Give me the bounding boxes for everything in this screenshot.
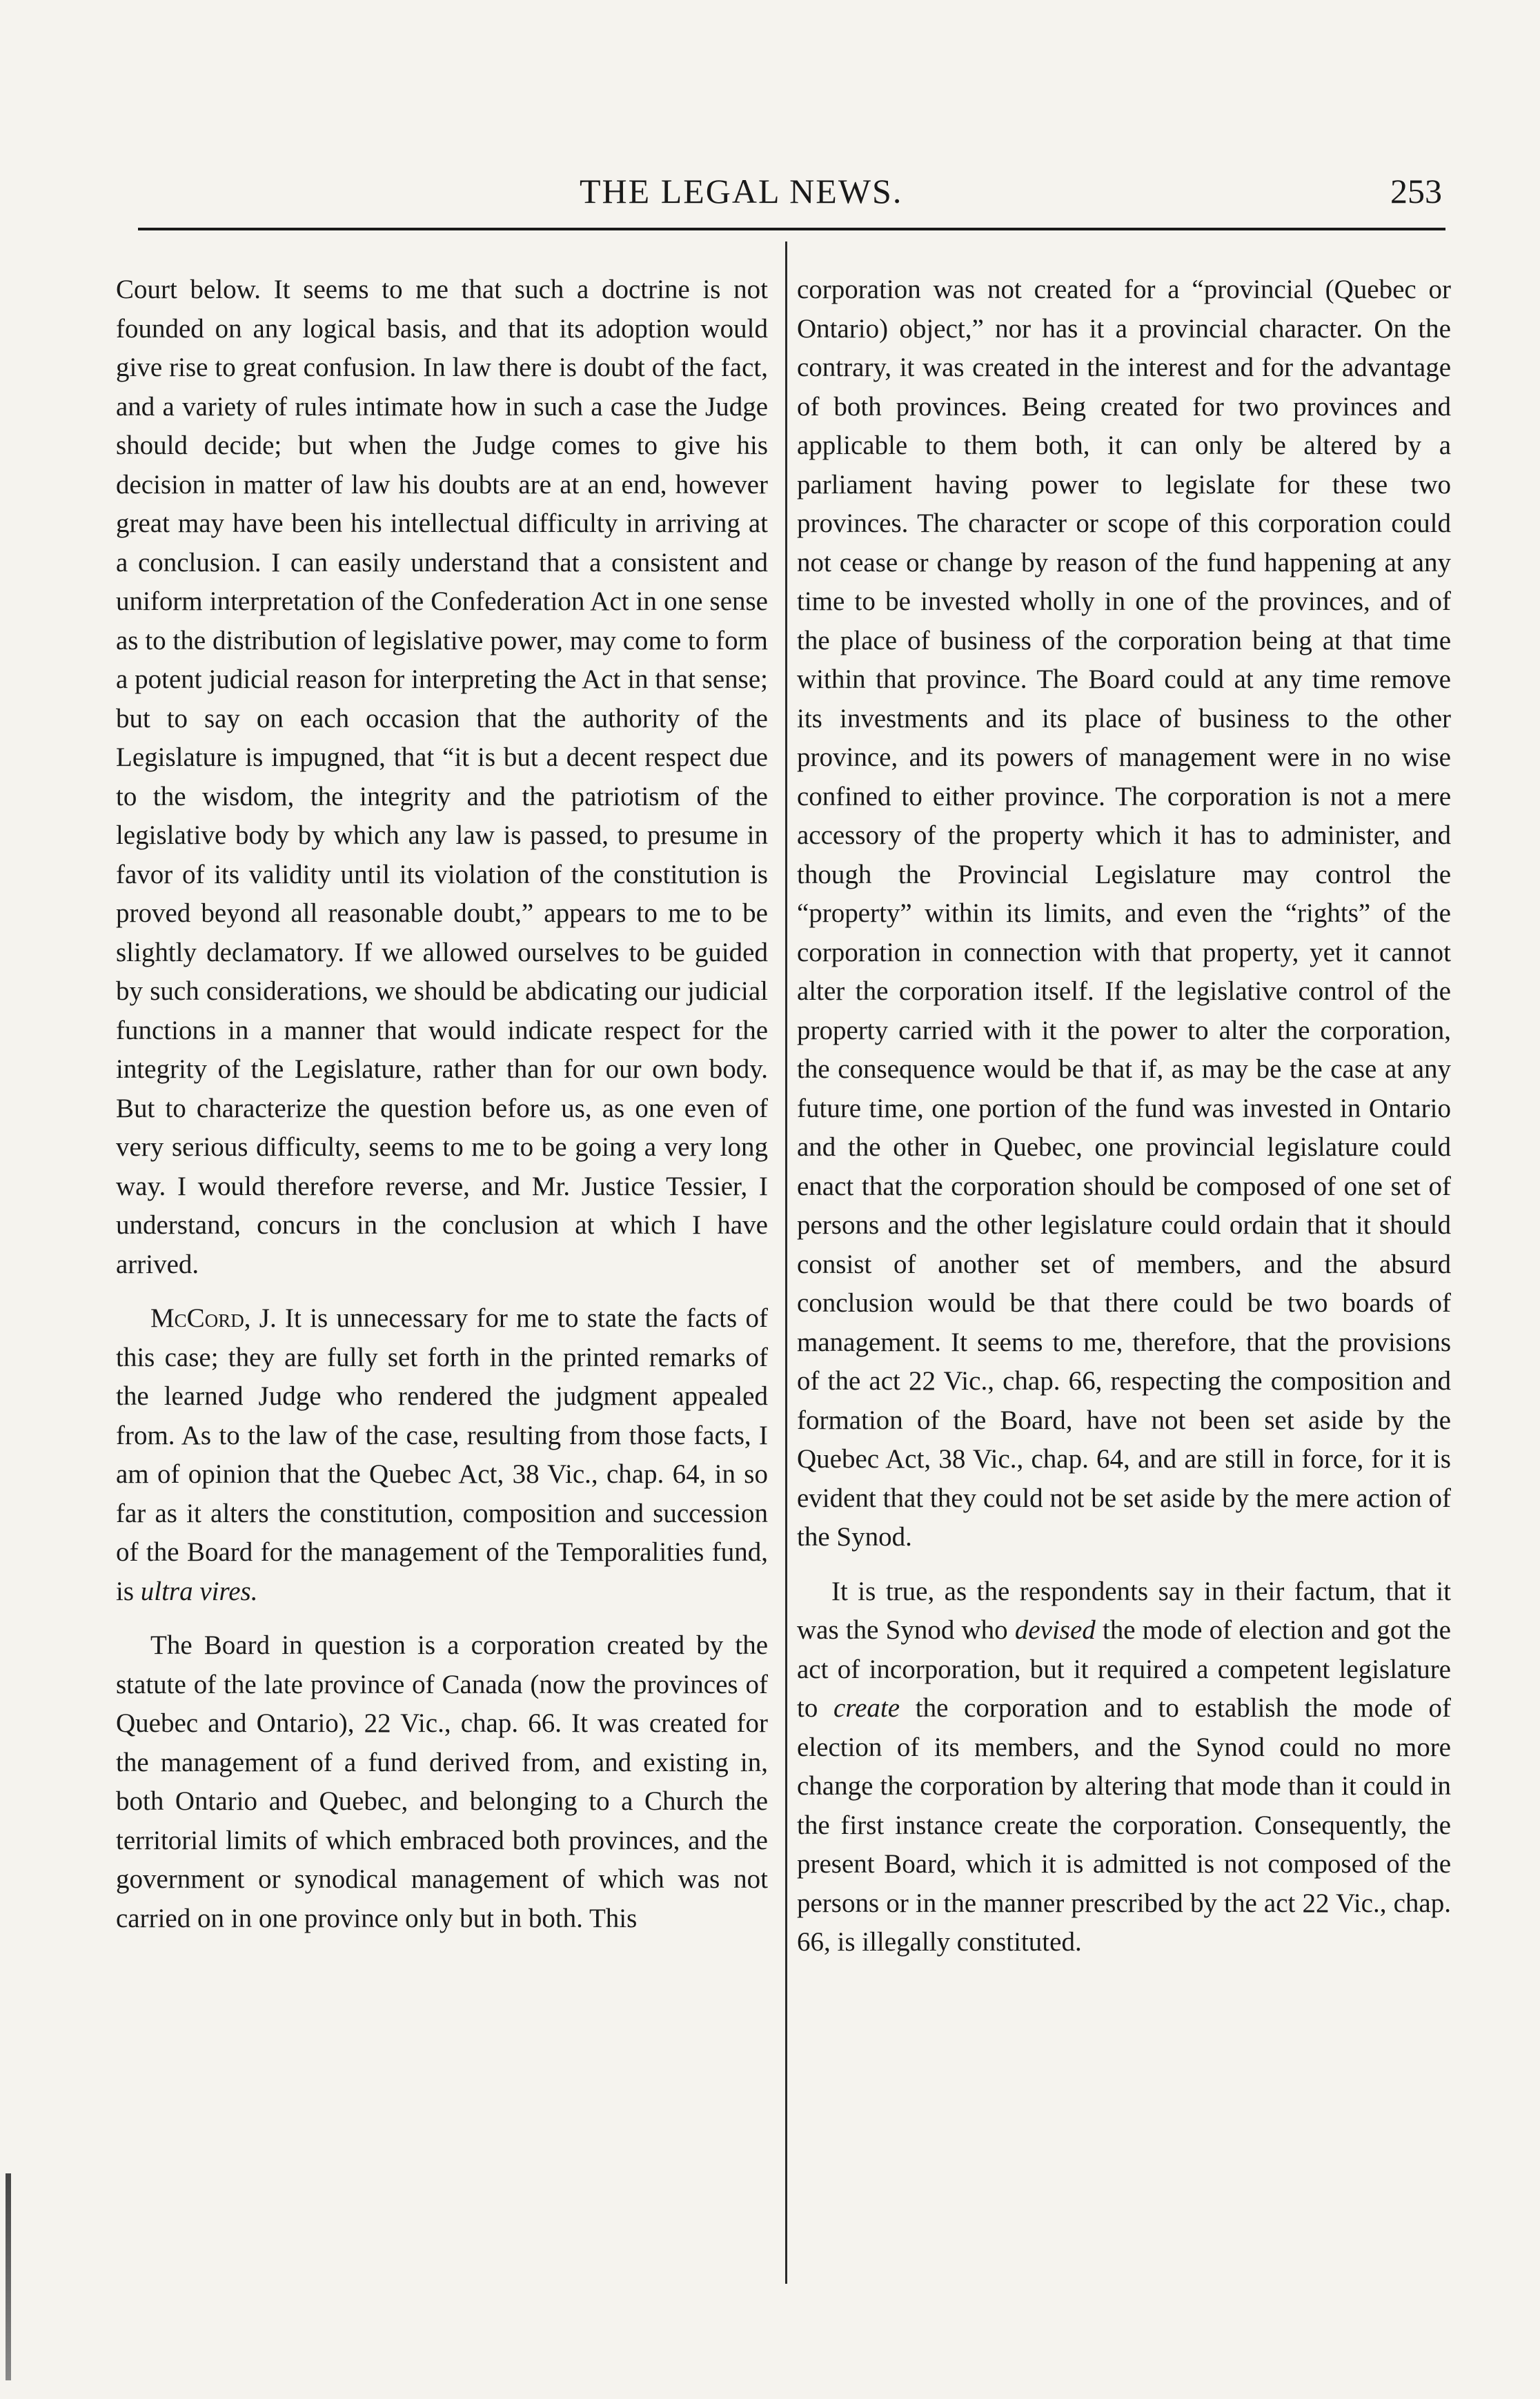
paragraph-text: the mode of election and got the act of incorporation, but it required a competent legislature to bbox=[797, 1615, 1451, 1723]
scan-edge-mark bbox=[6, 2173, 11, 2380]
judge-name: McCord, J. bbox=[150, 1303, 277, 1333]
right-column bbox=[797, 270, 1451, 1962]
paragraph: corporation was not created for a “provincial (Quebec or Ontario) object,” nor has it a provincial character. On the contrary, it was created in the interest and for the advantage of both provinces. Being created for two provinces and applicable to them both, it can only be altered by a parliament having power to legislate for these two provinces. The character or scope of this corporation could not cease or change by reason of the fund happening at any time to be invested wholly in one of the provinces, and of the place of business of the corporation being at that time within that province. The Board could at any time remove its investments and its place of business to the other province, and its powers of management were in no wise confined to either province. The corporation is not a mere accessory of the property which it has to administer, and though the Provincial Legislature may control the “property” within its limits, and even the “rights” of the corporation in connection with that property, yet it cannot alter the corporation itself. If the legislative control of the property carried with it the power to alter the corporation, the consequence would be that if, as may be the case at any future time, one portion of the fund was invested in Ontario and the other in Quebec, one provincial legislature could enact that the corporation should be composed of one set of persons and the other legislature could ordain that it should consist of another set of members, and the absurd conclusion would be that there could be two boards of management. It seems to me, therefore, that the provisions of the act 22 Vic., chap. 66, respecting the composition and formation of the Board, have not been set aside by the Quebec Act, 38 Vic., chap. 64, and are still in force, for it is evident that they could not be set aside by the mere action of the Synod. bbox=[797, 275, 1451, 1552]
paragraph-text: It is unnecessary for me to state the facts of this case; they are fully set forth in the printed remarks of the learned Judge who rendered the judgment appealed from. As to the law of the case, resulting from those facts, I am of opinion that the Quebec Act, 38 Vic., chap. 64, in so far as it alters the constitution, composition and succession of the Board for the management of the Temporalities fund, is bbox=[116, 1303, 768, 1606]
italic-text: devised bbox=[1014, 1615, 1096, 1645]
column-divider bbox=[785, 241, 787, 2284]
page-header bbox=[207, 171, 1442, 219]
paragraph-text: the corporation and to establish the mode of election of its members, and the Synod could no more change the corporation by altering that mode than it could in the first instance create the corporation. Consequently, the present Board, which it is admitted is not composed of the persons or in the manner prescribed by the act 22 Vic., chap. 66, is illegally constituted. bbox=[797, 1693, 1451, 1957]
running-title: THE LEGAL NEWS. bbox=[580, 172, 903, 210]
paragraph: The Board in question is a corporation created by the statute of the late province of Canada (now the provinces of Quebec and Ontario), 22 Vic., chap. 66. It was created for the management of a fund derived from, and existing in, both Ontario and Quebec, and belonging to a Church the territorial limits of which embraced both provinces, and the government or synodical management of which was not carried on in one province only but in both. This bbox=[116, 1630, 768, 1933]
italic-text: create bbox=[833, 1693, 900, 1723]
paragraph: Court below. It seems to me that such a doctrine is not founded on any logical basis, and that its adoption would give rise to great confusion. In law there is doubt of the fact, and a variety of rules intimate how in such a case the Judge should decide; but when the Judge comes to give his decision in matter of law his doubts are at an end, however great may have been his intellectual difficulty in arriving at a conclusion. I can easily understand that a consistent and uniform interpretation of the Confederation Act in one sense as to the distribution of legislative power, may come to form a potent judicial reason for interpreting the Act in that sense; but to say on each occasion that the authority of the Legislature is impugned, that “it is but a decent respect due to the wisdom, the integrity and the patriotism of the legislative body by which any law is passed, to presume in favor of its validity until its violation of the constitution is proved beyond all reasonable doubt,” appears to me to be slightly declamatory. If we allowed ourselves to be guided by such considerations, we should be abdicating our judicial functions in a manner that would indicate respect for the integrity of the Legislature, rather than for our own body. But to characterize the question before us, as one even of very serious difficulty, seems to me to be going a very long way. I would therefore reverse, and Mr. Justice Tessier, I understand, concurs in the conclusion at which I have arrived. bbox=[116, 275, 768, 1279]
paragraph-text: It is true, as the respondents say in their factum, that it was the Synod who bbox=[797, 1576, 1451, 1645]
italic-text: ultra vires. bbox=[140, 1576, 258, 1606]
page-number: 253 bbox=[1390, 172, 1442, 210]
header-rule bbox=[138, 228, 1445, 230]
paragraph bbox=[797, 1572, 1451, 1962]
left-column bbox=[116, 270, 768, 1938]
paragraph bbox=[116, 1299, 768, 1611]
